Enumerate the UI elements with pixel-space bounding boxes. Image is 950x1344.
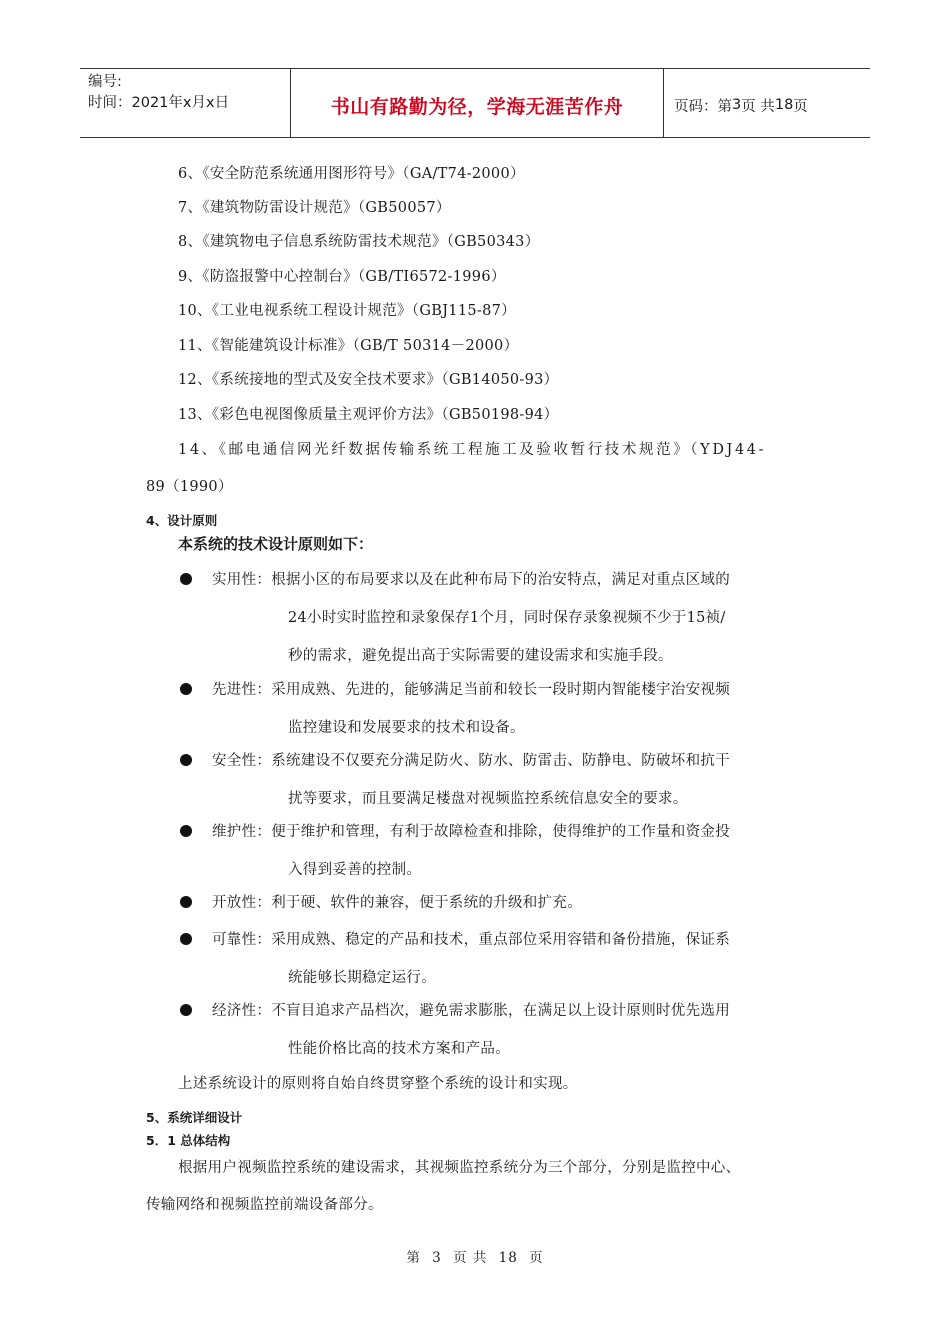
principle-line: 统能够长期稳定运行。 <box>288 970 436 986</box>
doc-number-label: 编号: <box>88 74 122 90</box>
standard-item: 8、《建筑物电子信息系统防雷技术规范》（GB50343） <box>178 234 540 250</box>
standard-item-continued: 89（1990） <box>146 479 233 495</box>
principle-line: 监控建设和发展要求的技术和设备。 <box>288 720 525 736</box>
principle-line: 开放性：利于硬、软件的兼容，便于系统的升级和扩充。 <box>212 895 582 911</box>
principle-line: 经济性：不盲目追求产品档次，避免需求膨胀，在满足以上设计原则时优先选用 <box>212 1003 730 1019</box>
standard-item: 12、《系统接地的型式及安全技术要求》（GB14050-93） <box>178 372 559 388</box>
section-heading-4: 4、设计原则 <box>146 513 218 528</box>
bullet-icon <box>180 754 192 766</box>
header-page-num: 3 <box>732 97 742 113</box>
principle-line: 入得到妥善的控制。 <box>288 862 422 878</box>
footer-suffix: 页 <box>529 1250 544 1266</box>
header-page-label: 页码：第 <box>674 98 732 115</box>
page-footer <box>0 1246 950 1266</box>
footer-total: 18 <box>498 1250 518 1266</box>
header-page-mid: 页 共 <box>741 98 775 115</box>
footer-page-num: 3 <box>432 1250 442 1266</box>
standard-item: 11、《智能建筑设计标准》（GB/T 50314－2000） <box>178 338 519 354</box>
section-5-paragraph-line: 根据用户视频监控系统的建设需求，其视频监控系统分为三个部分，分别是监控中心、 <box>178 1160 741 1176</box>
bullet-icon <box>180 573 192 585</box>
bullet-icon <box>180 933 192 945</box>
section-4-conclusion: 上述系统设计的原则将自始自终贯穿整个系统的设计和实现。 <box>178 1076 578 1092</box>
principle-line: 秒的需求，避免提出高于实际需要的建设需求和实施手段。 <box>288 648 673 664</box>
principle-line: 维护性：便于维护和管理，有利于故障检查和排除，使得维护的工作量和资金投 <box>212 824 730 840</box>
header-slogan: 书山有路勤为径，学海无涯苦作舟 <box>290 69 664 137</box>
page-header <box>80 68 870 138</box>
principle-line: 24小时实时监控和录象保存1个月，同时保存录象视频不少于15祯/ <box>288 610 726 626</box>
header-meta <box>80 69 290 137</box>
bullet-icon <box>180 896 192 908</box>
principle-line: 可靠性：采用成熟、稳定的产品和技术，重点部位采用容错和备份措施，保证系 <box>212 932 730 948</box>
header-page-info <box>664 69 870 137</box>
section-5-paragraph-line: 传输网络和视频监控前端设备部分。 <box>146 1197 383 1213</box>
standard-item: 6、《安全防范系统通用图形符号》（GA/T74-2000） <box>178 166 525 182</box>
bullet-icon <box>180 1004 192 1016</box>
standard-item: 14、《邮电通信网光纤数据传输系统工程施工及验收暂行技术规范》（YDJ44- <box>178 442 767 458</box>
section-4-intro: 本系统的技术设计原则如下： <box>178 535 374 553</box>
header-page-total: 18 <box>774 97 794 113</box>
principle-line: 安全性：系统建设不仅要充分满足防火、防水、防雷击、防静电、防破坏和抗干 <box>212 753 730 769</box>
standard-item: 9、《防盗报警中心控制台》（GB/TI6572-1996） <box>178 269 506 285</box>
principle-line: 先进性：采用成熟、先进的，能够满足当前和较长一段时期内智能楼宇治安视频 <box>212 682 730 698</box>
standard-item: 10、《工业电视系统工程设计规范》（GBJ115-87） <box>178 303 516 319</box>
bullet-icon <box>180 825 192 837</box>
principle-line: 实用性：根据小区的布局要求以及在此种布局下的治安特点，满足对重点区域的 <box>212 572 730 588</box>
standard-item: 7、《建筑物防雷设计规范》（GB50057） <box>178 200 451 216</box>
section-heading-5: 5、系统详细设计 <box>146 1110 243 1125</box>
section-heading-5-1: 5．1 总体结构 <box>146 1133 231 1148</box>
footer-prefix: 第 <box>406 1250 421 1266</box>
principle-line: 性能价格比高的技术方案和产品。 <box>288 1041 510 1057</box>
footer-mid: 页 共 <box>453 1250 488 1266</box>
doc-time-label: 时间：2021年x月x日 <box>88 95 230 111</box>
bullet-icon <box>180 683 192 695</box>
standard-item: 13、《彩色电视图像质量主观评价方法》（GB50198-94） <box>178 407 559 423</box>
header-page-end: 页 <box>793 98 808 115</box>
principle-line: 扰等要求，而且要满足楼盘对视频监控系统信息安全的要求。 <box>288 791 688 807</box>
